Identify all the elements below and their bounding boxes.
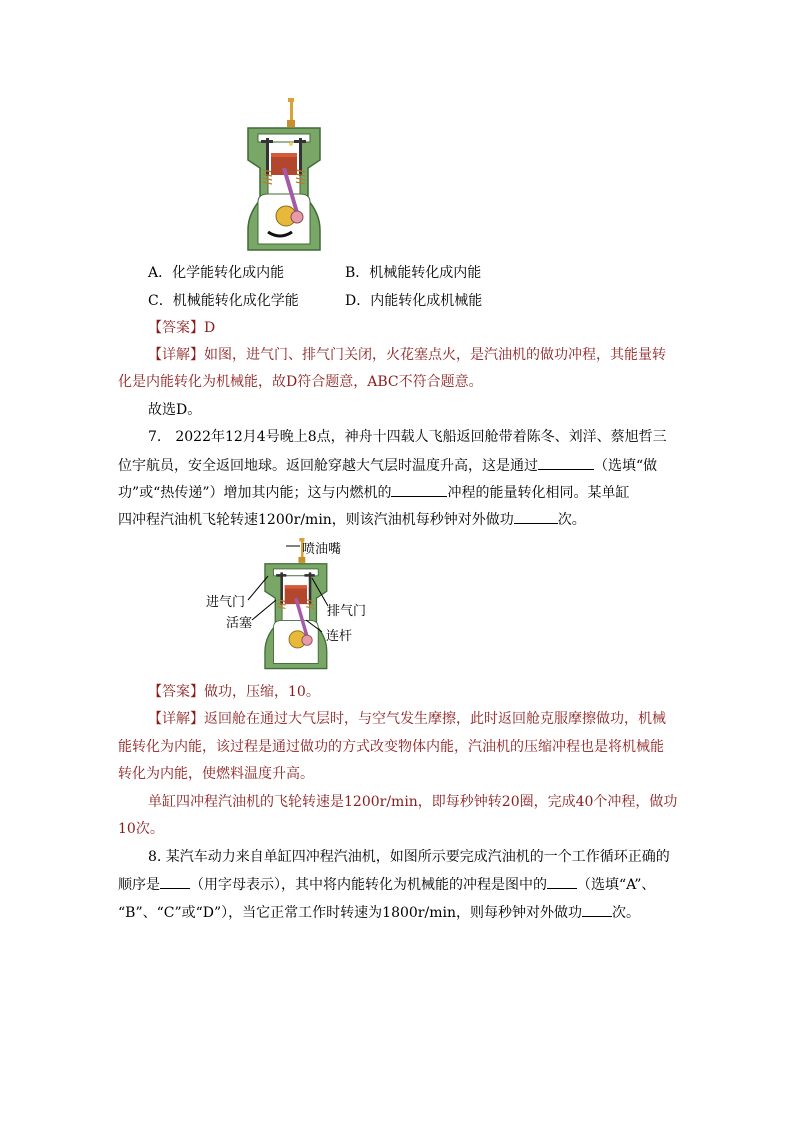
spark-plug: [288, 98, 294, 102]
answer-tag: 【答案】: [148, 684, 204, 700]
q7-text: （选填“做: [594, 458, 658, 474]
q8-text: 顺序是: [118, 877, 160, 893]
q7-text: 位宇航员，安全返回地球。返回舱穿越大气层时温度升高，这是通过: [118, 458, 538, 474]
q7-text: 四冲程汽油机飞轮转速1200r/min，则该汽油机每秒钟对外做功: [118, 512, 514, 528]
label-piston: 活塞: [226, 616, 253, 631]
answer-blank[interactable]: [538, 455, 594, 470]
engine-diagram-power-stroke: [240, 98, 326, 254]
q7-stem-line1: 7. 2022年12月4号晚上8点，神舟十四载人飞船返回舱带着陈冬、刘洋、蔡旭哲三: [148, 429, 667, 445]
q7-text: 功”或“热传递”）增加其内能；这与内燃机的: [118, 485, 392, 501]
q6-conclusion: 故选D。: [148, 402, 202, 418]
q7-stem-line4: [118, 509, 586, 530]
q7-stem-line2: [118, 455, 657, 476]
label-intake-valve: 进气门: [206, 595, 246, 610]
answer-blank[interactable]: [514, 509, 558, 524]
explain-tag: 【详解】: [148, 347, 204, 363]
label-nozzle: 喷油嘴: [302, 542, 342, 557]
q7-answer: [148, 682, 320, 702]
answer-blank[interactable]: [160, 874, 190, 889]
explain-text: 如图，进气门、排气门关闭，火花塞点火，是汽油机的做功冲程，其能量转: [204, 347, 666, 363]
q8-stem-line3: [118, 902, 640, 923]
q8-text: “B”、“C”或“D”），当它正常工作时转速为1800r/min，则每秒钟对外做功: [118, 905, 582, 921]
answer-blank[interactable]: [391, 482, 447, 497]
option-b: B．机械能转化成内能: [345, 265, 482, 281]
option-d: D．内能转化成机械能: [345, 293, 483, 309]
answer-tag: 【答案】: [148, 320, 204, 336]
q8-text: （选填“A”、: [577, 877, 656, 893]
q7-text: 冲程的能量转化相同。某单缸: [447, 485, 630, 501]
q8-stem-line1: 8. 某汽车动力来自单缸四冲程汽油机，如图所示要完成汽油机的一个工作循环正确的: [148, 849, 670, 865]
answer-blank[interactable]: [582, 902, 612, 917]
q7-text: 次。: [557, 512, 586, 528]
q8-text: 次。: [611, 905, 640, 921]
q6-explain-line1: [148, 345, 666, 365]
q8-stem-line2: [118, 874, 655, 895]
q7-explain-para2-end: 10次。: [118, 821, 164, 837]
q7-stem-line3: [118, 482, 629, 503]
q6-explain-line2: 化是内能转化为机械能，故D符合题意，ABC不符合题意。: [118, 374, 483, 390]
answer-value: D: [204, 320, 216, 336]
answer-value: 做功，压缩，10。: [204, 684, 320, 700]
option-c: C．机械能转化成化学能: [148, 293, 299, 309]
q7-explain-line2: 能转化为内能，该过程是通过做功的方式改变物体内能，汽油机的压缩冲程也是将机械能: [118, 739, 664, 755]
q8-text: （用字母表示），其中将内能转化为机械能的冲程是图中的: [190, 877, 547, 893]
q7-explain-line3: 转化为内能，使燃料温度升高。: [118, 766, 314, 782]
answer-blank[interactable]: [547, 874, 577, 889]
label-connecting-rod: 连杆: [326, 629, 353, 644]
explain-tag: 【详解】: [148, 711, 204, 727]
q7-explain-para2: 单缸四冲程汽油机的飞轮转速是1200r/min，即每秒钟转20圈，完成40个冲程，做功: [148, 794, 678, 810]
option-a: A．化学能转化成内能: [148, 265, 285, 281]
q7-explain-line1: [148, 709, 666, 729]
explain-text: 返回舱在通过大气层时，与空气发生摩擦，此时返回舱克服摩擦做功，机械: [204, 711, 666, 727]
q6-answer: [148, 318, 215, 338]
label-exhaust-valve: 排气门: [327, 604, 367, 619]
